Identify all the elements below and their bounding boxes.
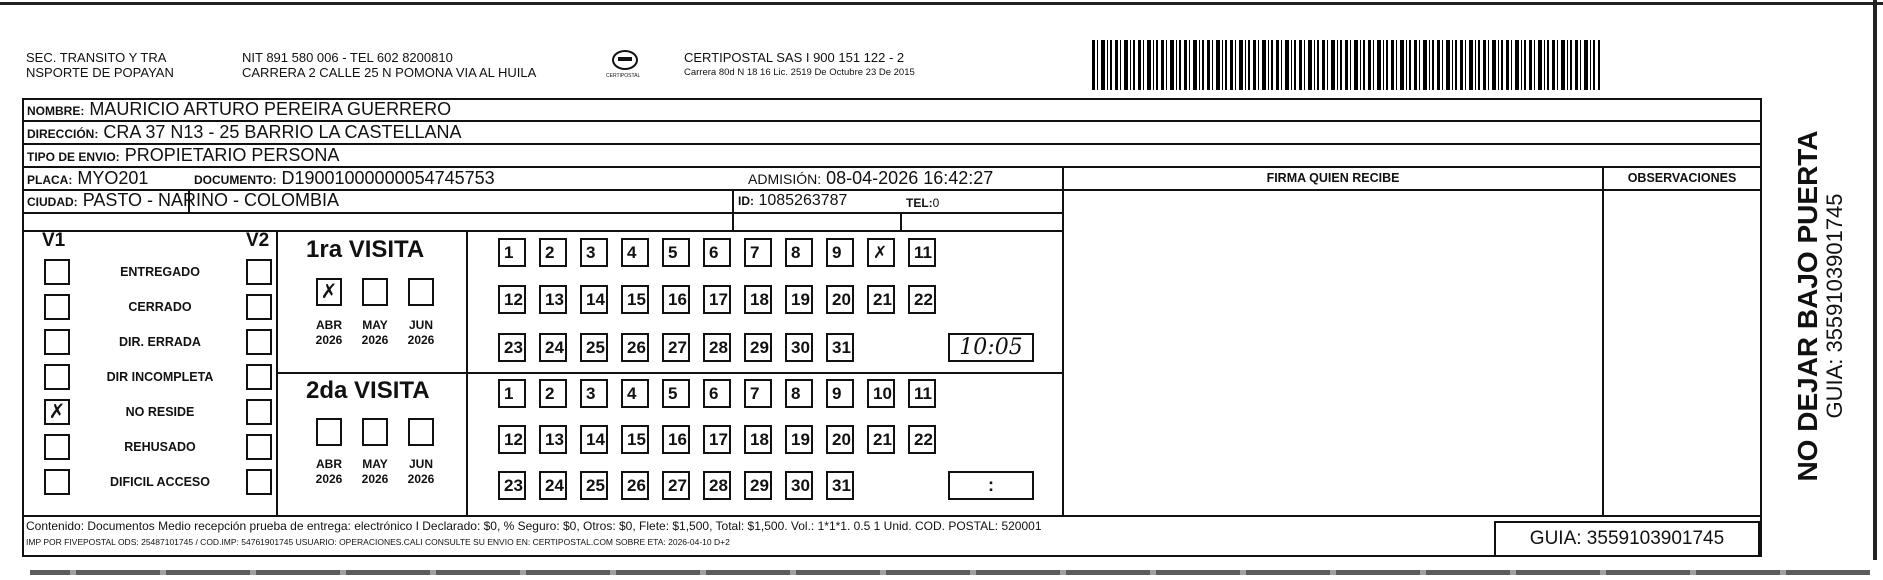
day-box[interactable]: 5 [662,379,690,408]
placa-field [27,168,148,190]
v1-checkbox[interactable] [44,434,70,460]
status-label: ENTREGADO [120,265,200,279]
nombre-field [27,99,451,121]
direccion-label: DIRECCIÓN: [27,127,99,141]
month-name: MAY [362,318,388,332]
v1-checkbox[interactable] [44,329,70,355]
day-box[interactable]: 28 [703,471,731,500]
v1-header: V1 [42,230,66,251]
day-box[interactable]: 3 [580,238,608,267]
day-box[interactable]: 11 [908,238,936,267]
day-box[interactable]: 23 [498,333,526,362]
placa-label: PLACA: [27,173,73,187]
day-box[interactable]: 7 [744,379,772,408]
day-box[interactable]: 30 [785,333,813,362]
day-box[interactable]: 3 [580,379,608,408]
month-label [399,318,443,348]
status-label: DIR. ERRADA [119,335,201,349]
day-box[interactable]: 9 [826,238,854,267]
tel-label: TEL: [906,196,933,210]
v2-checkbox[interactable] [246,469,272,495]
day-box[interactable]: ✗ [867,238,895,267]
tipo-value: PROPIETARIO PERSONA [124,145,340,165]
documento-field [194,168,495,190]
day-box[interactable]: 4 [621,379,649,408]
day-box[interactable]: 1 [498,238,526,267]
day-box[interactable]: 15 [621,285,649,314]
ciudad-value: PASTO - NARINO - COLOMBIA [82,190,340,210]
day-box[interactable]: 29 [744,471,772,500]
ciudad-field [27,190,339,212]
footer-contents: Contenido: Documentos Medio recepción prueba de entrega: electrónico I Declarado: $0, % Seguro: $0, Otros: $0, Flete: $1,500, Total: $1,500. Vol.: 1*1*1. 0.5 1 Unid. COD. POSTAL: 520001 [26,519,1042,533]
month-name: ABR [316,318,342,332]
day-box[interactable]: 25 [580,471,608,500]
status-label: DIFICIL ACCESO [109,475,210,489]
day-box[interactable]: 14 [580,285,608,314]
firma-header: FIRMA QUIEN RECIBE [1266,171,1400,185]
v2-checkbox[interactable] [246,434,272,460]
month-checkbox[interactable] [362,278,388,306]
day-box[interactable]: 8 [785,379,813,408]
day-box[interactable]: 10 [867,379,895,408]
day-box[interactable]: 21 [867,285,895,314]
day-box[interactable]: 14 [580,425,608,454]
column-divider [900,212,902,230]
side-warning: NO DEJAR BAJO PUERTA [1792,130,1823,482]
month-checkbox[interactable] [408,278,434,306]
day-box[interactable]: 16 [662,285,690,314]
day-box[interactable]: 17 [703,285,731,314]
day-box[interactable]: 15 [621,425,649,454]
month-year: 2026 [315,333,343,347]
month-checkbox[interactable] [362,418,388,446]
day-box[interactable]: 18 [744,285,772,314]
month-year: 2026 [361,333,389,347]
day-box[interactable]: 31 [826,333,854,362]
sender-block [26,50,174,80]
v2-header: V2 [246,230,270,251]
month-year: 2026 [361,472,389,486]
logo-caption: CERTIPOSTAL [606,73,641,79]
day-box[interactable]: 7 [744,238,772,267]
day-box[interactable]: 8 [785,238,813,267]
company-line-1: CERTIPOSTAL SAS I 900 151 122 - 2 [684,50,905,65]
day-box[interactable]: 20 [826,425,854,454]
v2-checkbox[interactable] [246,329,272,355]
top-border [0,2,1883,5]
month-name: JUN [408,457,433,471]
guia-number: GUIA: 3559103901745 [1494,521,1760,557]
month-name: ABR [316,457,342,471]
month-name: JUN [408,318,433,332]
v2-checkbox[interactable] [246,294,272,320]
visit2-title: 2da VISITA [306,377,430,404]
column-divider [1062,166,1064,515]
day-box[interactable]: 6 [703,238,731,267]
id-value: 1085263787 [758,192,848,209]
company-block [684,50,915,80]
documento-value: D19001000000054745753 [281,168,495,188]
day-box[interactable]: 5 [662,238,690,267]
column-divider [732,212,734,230]
day-box[interactable]: 29 [744,333,772,362]
sender-line-1: SEC. TRANSITO Y TRA [26,50,167,65]
direccion-field [27,122,462,144]
day-box[interactable]: 22 [908,285,936,314]
day-box[interactable]: 1 [498,379,526,408]
day-box[interactable]: 13 [539,285,567,314]
month-year: 2026 [407,333,435,347]
column-divider [1602,166,1604,515]
v2-checkbox[interactable] [246,364,272,390]
status-label: CERRADO [128,300,192,314]
status-label: DIR INCOMPLETA [106,370,214,384]
footer-divider [22,515,1762,517]
visit-divider [276,372,466,374]
day-box[interactable]: 26 [621,333,649,362]
day-box[interactable]: 13 [539,425,567,454]
day-box[interactable]: 25 [580,333,608,362]
day-box[interactable]: 11 [908,379,936,408]
admision-label: ADMISIÓN: [748,171,822,187]
day-box[interactable]: 19 [785,425,813,454]
day-box[interactable]: 30 [785,471,813,500]
day-box[interactable]: 16 [662,425,690,454]
month-label [307,318,351,348]
v2-checkbox[interactable] [246,259,272,285]
row-divider [22,230,1062,232]
nit-line-2: CARRERA 2 CALLE 25 N POMONA VIA AL HUILA [242,65,537,80]
month-label [353,318,397,348]
v1-checkbox[interactable] [44,364,70,390]
month-name: MAY [362,457,388,471]
nit-block [242,50,536,80]
admision-value: 08-04-2026 16:42:27 [826,168,994,188]
day-box[interactable]: 20 [826,285,854,314]
day-box[interactable]: 2 [539,379,567,408]
day-box[interactable]: 27 [662,471,690,500]
ciudad-label: CIUDAD: [27,195,78,209]
v1-checkbox[interactable] [44,294,70,320]
nit-line-1: NIT 891 580 006 - TEL 602 8200810 [242,50,453,65]
month-checkbox[interactable] [408,418,434,446]
day-box[interactable]: 23 [498,471,526,500]
month-year: 2026 [407,472,435,486]
day-box[interactable]: 9 [826,379,854,408]
day-box[interactable]: 22 [908,425,936,454]
certipostal-logo-icon [612,50,638,70]
month-year: 2026 [315,472,343,486]
day-box[interactable]: 21 [867,425,895,454]
admision-field [748,168,993,189]
month-checkbox[interactable] [316,418,342,446]
tel-field [906,193,939,213]
tipo-label: TIPO DE ENVIO: [27,150,120,164]
v1-checkbox[interactable]: ✗ [44,399,70,425]
id-label: ID: [738,194,754,208]
barcode [1092,40,1600,90]
tipo-field [27,145,339,167]
day-box[interactable]: 2 [539,238,567,267]
v1-checkbox[interactable] [44,259,70,285]
day-box[interactable]: 12 [498,285,526,314]
nombre-label: NOMBRE: [27,104,85,118]
day-box[interactable]: 24 [539,333,567,362]
right-border [1873,0,1877,560]
day-box[interactable]: 12 [498,425,526,454]
month-checkbox[interactable]: ✗ [316,278,342,306]
day-box[interactable]: 17 [703,425,731,454]
day-box[interactable]: 27 [662,333,690,362]
observaciones-header: OBSERVACIONES [1627,171,1737,185]
visit2-time[interactable]: : [948,471,1034,500]
day-box[interactable]: 6 [703,379,731,408]
month-label [353,457,397,487]
footer-imp: IMP POR FIVEPOSTAL ODS: 25487101745 / COD.IMP: 54761901745 USUARIO: OPERACIONES.CALI CONSULTE SU ENVIO EN: CERTIPOSTAL.COM SOBRE ETA: 2026-04-10 D+2 [26,537,730,547]
day-box[interactable]: 24 [539,471,567,500]
id-field [738,191,847,211]
month-label [399,457,443,487]
side-guia: GUIA: 3559103901745 [1822,193,1847,419]
status-label: REHUSADO [124,440,196,454]
side-text [1793,130,1847,481]
visit1-time[interactable]: 10:05 [948,333,1034,362]
bottom-tear-edge [30,570,1870,575]
documento-label: DOCUMENTO: [194,173,277,187]
row-divider [1062,189,1762,191]
day-box[interactable]: 26 [621,471,649,500]
nombre-value: MAURICIO ARTURO PEREIRA GUERRERO [89,99,452,119]
day-box[interactable]: 31 [826,471,854,500]
placa-value: MYO201 [77,168,149,188]
v2-checkbox[interactable] [246,399,272,425]
status-label: NO RESIDE [125,405,195,419]
tel-value: 0 [932,196,940,210]
visit-divider [466,372,1062,374]
day-box[interactable]: 4 [621,238,649,267]
column-divider [732,189,734,212]
visit1-title: 1ra VISITA [306,236,425,263]
company-line-2: Carrera 80d N 18 16 Lic. 2519 De Octubre 23 De 2015 [684,67,915,78]
direccion-value: CRA 37 N13 - 25 BARRIO LA CASTELLANA [103,122,462,142]
day-box[interactable]: 19 [785,285,813,314]
day-box[interactable]: 28 [703,333,731,362]
sender-line-2: NSPORTE DE POPAYAN [26,65,174,80]
month-label [307,457,351,487]
v1-checkbox[interactable] [44,469,70,495]
day-box[interactable]: 18 [744,425,772,454]
